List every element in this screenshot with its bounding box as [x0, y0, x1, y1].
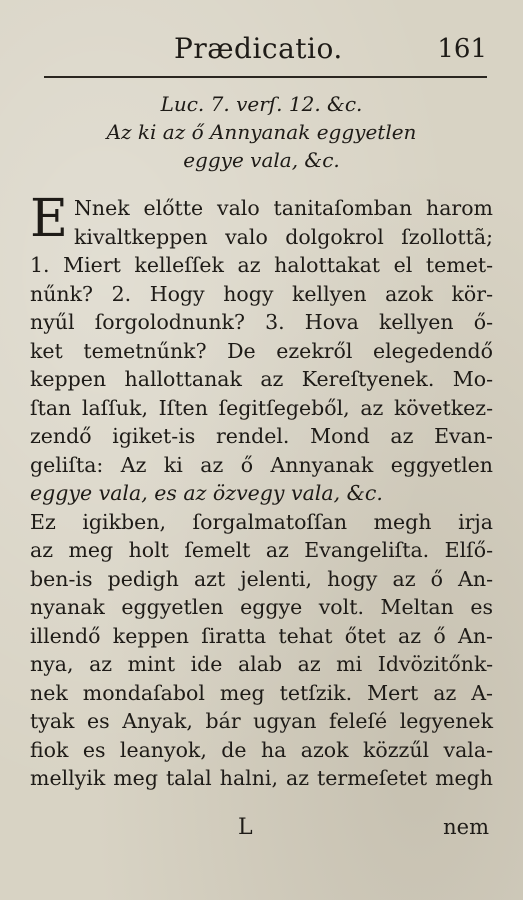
text-line: mellyik meg talal halni, az termeſetet megh — [30, 766, 493, 790]
text-line: illendő keppen ſiratta tehat őtet az ő An- — [30, 623, 493, 648]
signature-mark: L — [238, 815, 253, 840]
catchword: nem — [443, 815, 489, 839]
scripture-quote-line-1: Az ki az ő Annyanak eggyetlen — [106, 120, 417, 144]
text-line: fiok es leanyok, de ha azok közzűl vala- — [30, 737, 493, 762]
text-line: Ez igikben, ſorgalmatoſſan megh irja — [30, 509, 493, 534]
text-line: geliſta: Az ki az ő Annyanak eggyetlen — [30, 452, 493, 477]
text-line: nyanak eggyetlen eggye volt. Meltan es — [30, 595, 493, 619]
text-line: ſtan laſſuk, Iſten ſegitſegeből, az következ- — [30, 395, 493, 420]
running-title: Prædicatio. — [174, 32, 343, 65]
scripture-quote-line-2: eggye vala, &c. — [183, 148, 340, 172]
text-line: zendő igiket-is rendel. Mond az Evan- — [30, 424, 493, 448]
page-header — [44, 32, 487, 72]
text-line: ben-is pedigh azt jelenti, hogy az ő An- — [30, 566, 493, 591]
text-line: ket temetnűnk? De ezekről elegedendő — [30, 338, 493, 363]
body-text — [30, 189, 493, 793]
text-line: nűnk? 2. Hogy hogy kellyen azok kör- — [30, 281, 493, 306]
drop-cap: E — [30, 189, 68, 249]
text-line: nyűl ſorgolodnunk? 3. Hova kellyen ő- — [30, 310, 493, 334]
text-line: az meg holt ſemelt az Evangeliſta. Elſő- — [30, 538, 493, 562]
text-line: Nnek előtte valo tanitaſomban harom — [73, 196, 493, 220]
text-line: eggye vala, es az özvegy vala, &c. — [30, 481, 383, 505]
header-rule — [44, 76, 487, 78]
text-line: 1. Miert kelleſſek az halottakat el temet- — [30, 253, 493, 277]
text-line: tyak es Anyak, bár ugyan feleſé legyenek — [30, 709, 493, 733]
text-line: keppen hallottanak az Kereſtyenek. Mo- — [30, 367, 493, 391]
page-number: 161 — [437, 34, 487, 64]
text-line: nya, az mint ide alab az mi Idvözitőnk- — [30, 652, 493, 676]
text-line: kivaltkeppen valo dolgokrol ſzollottã; — [73, 224, 493, 249]
text-line: nek mondaſabol meg tetſzik. Mert az A- — [30, 680, 493, 705]
scripture-reference: Luc. 7. verſ. 12. &c. — [160, 92, 363, 116]
